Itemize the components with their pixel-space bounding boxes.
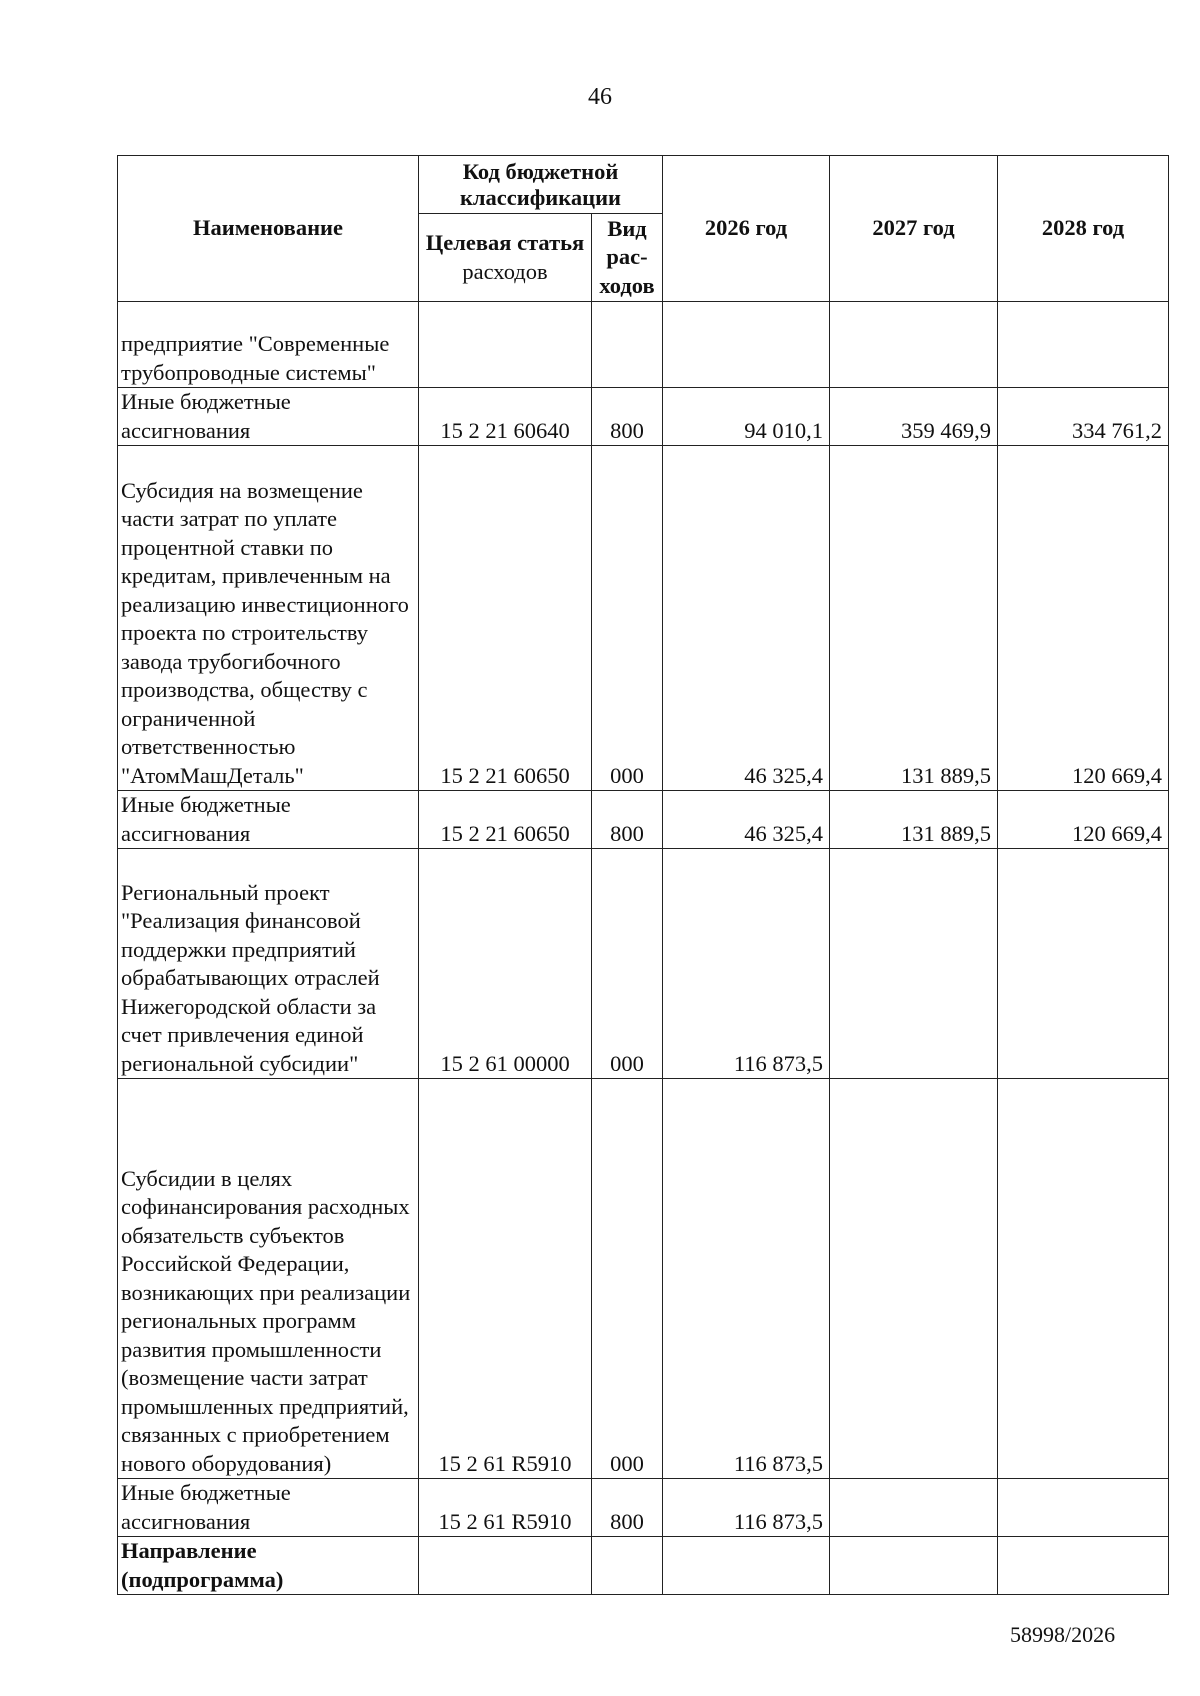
row-2028 (998, 1079, 1169, 1479)
row-2026: 116 873,5 (663, 849, 830, 1079)
row-2028: 120 669,4 (998, 446, 1169, 791)
table-row (118, 849, 1169, 1079)
header-target-article-label: Целевая статья (425, 230, 585, 255)
row-code (419, 1537, 592, 1595)
row-2026 (663, 1537, 830, 1595)
header-kind: Вид рас-ходов (592, 214, 663, 302)
table-row (118, 388, 1169, 446)
row-2027: 131 889,5 (830, 446, 998, 791)
row-name: Иные бюджетные ассигнования (118, 1479, 419, 1537)
row-2026: 116 873,5 (663, 1479, 830, 1537)
row-name: Направление (подпрограмма) (118, 1537, 419, 1595)
table-row (118, 1079, 1169, 1479)
row-name: Иные бюджетные ассигнования (118, 388, 419, 446)
row-2028 (998, 849, 1169, 1079)
row-code: 15 2 21 60640 (419, 388, 592, 446)
row-code (419, 302, 592, 388)
row-name: Субсидии в целях софинансирования расходных обязательств субъектов Российской Федерации, возникающих при реализации региональных программ развития промышленности (возмещение части затрат промышленных предприятий, связанных с приобретением нового оборудования) (118, 1079, 419, 1479)
row-2026: 116 873,5 (663, 1079, 830, 1479)
row-2026: 94 010,1 (663, 388, 830, 446)
row-code: 15 2 61 00000 (419, 849, 592, 1079)
row-2026 (663, 302, 830, 388)
row-2028 (998, 302, 1169, 388)
row-2028 (998, 1537, 1169, 1595)
table-row (118, 1479, 1169, 1537)
row-code: 15 2 61 R5910 (419, 1079, 592, 1479)
row-code: 15 2 61 R5910 (419, 1479, 592, 1537)
row-2027: 131 889,5 (830, 791, 998, 849)
row-2026: 46 325,4 (663, 791, 830, 849)
row-kind: 000 (592, 446, 663, 791)
row-kind: 800 (592, 791, 663, 849)
row-kind: 800 (592, 1479, 663, 1537)
header-2027: 2027 год (830, 156, 998, 302)
row-code: 15 2 21 60650 (419, 791, 592, 849)
row-kind: 000 (592, 1079, 663, 1479)
row-name: предприятие "Современные трубопроводные системы" (118, 302, 419, 388)
row-2027 (830, 849, 998, 1079)
row-name: Региональный проект "Реализация финансовой поддержки предприятий обрабатывающих отраслей Нижегородской области за счет привлечения единой региональной субсидии" (118, 849, 419, 1079)
table-row (118, 1537, 1169, 1595)
row-2027 (830, 302, 998, 388)
row-kind: 800 (592, 388, 663, 446)
header-2028: 2028 год (998, 156, 1169, 302)
table-row (118, 446, 1169, 791)
header-target-article (419, 214, 592, 302)
header-name: Наименование (118, 156, 419, 302)
row-2028 (998, 1479, 1169, 1537)
row-kind: 000 (592, 849, 663, 1079)
row-name: Субсидия на возмещение части затрат по уплате процентной ставки по кредитам, привлеченным на реализацию инвестиционного проекта по строительству завода трубогибочного производства, обществу с ограниченной ответственностью "АтомМашДеталь" (118, 446, 419, 791)
row-2027 (830, 1079, 998, 1479)
row-2027 (830, 1479, 998, 1537)
header-budget-code: Код бюджетной классификации (419, 156, 663, 214)
row-2028: 120 669,4 (998, 791, 1169, 849)
row-kind (592, 302, 663, 388)
budget-table (117, 155, 1169, 1595)
header-2026: 2026 год (663, 156, 830, 302)
row-2028: 334 761,2 (998, 388, 1169, 446)
row-2027: 359 469,9 (830, 388, 998, 446)
row-kind (592, 1537, 663, 1595)
row-2027 (830, 1537, 998, 1595)
table-row (118, 302, 1169, 388)
header-target-article-sub: расходов (462, 258, 548, 284)
document-code: 58998/2026 (1010, 1622, 1116, 1647)
row-2026: 46 325,4 (663, 446, 830, 791)
table-row (118, 791, 1169, 849)
row-name: Иные бюджетные ассигнования (118, 791, 419, 849)
page-number: 46 (588, 84, 612, 110)
row-code: 15 2 21 60650 (419, 446, 592, 791)
